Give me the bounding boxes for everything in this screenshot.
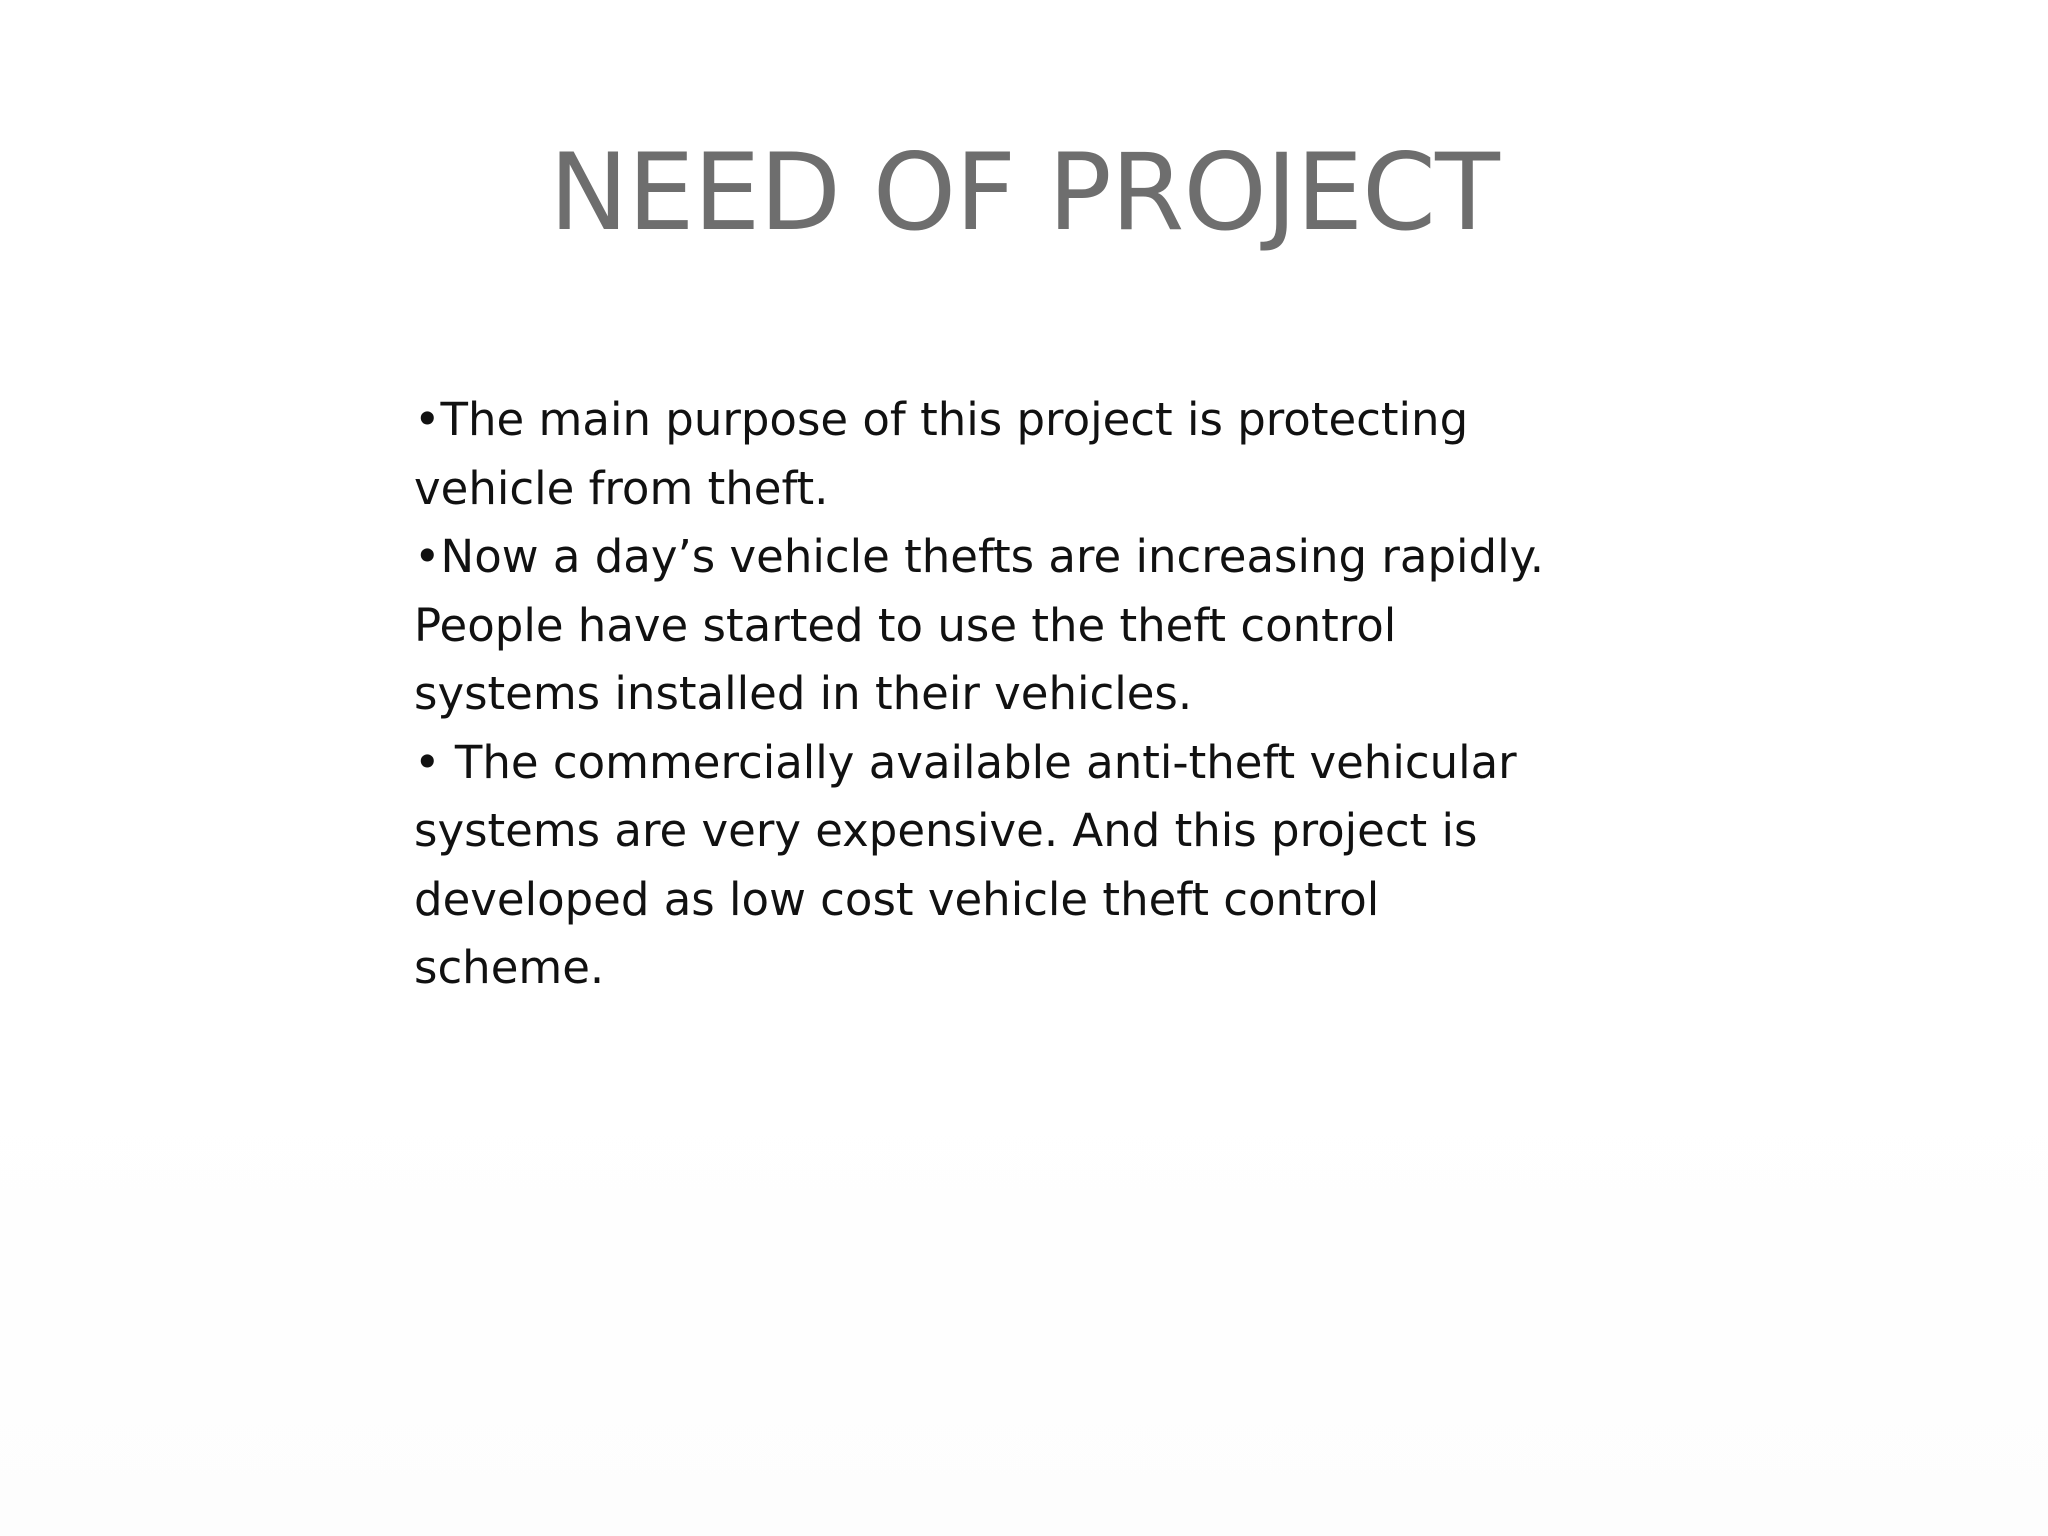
body-line: • The commercially available anti-theft vehicular [414,735,1517,789]
body-line: scheme. [414,941,605,994]
body-line: People have started to use the theft control [414,598,1397,652]
slide-title: NEED OF PROJECT [549,131,1499,254]
body-line: •Now a day’s vehicle thefts are increasing rapidly. [414,530,1545,583]
body-line: systems installed in their vehicles. [414,667,1193,720]
body-line: •The main purpose of this project is protecting [414,393,1469,446]
body-line: systems are very expensive. And this project is [414,804,1478,857]
body-line: vehicle from theft. [414,461,829,515]
body-line: developed as low cost vehicle theft control [414,872,1380,926]
slide-body [414,386,1614,1003]
